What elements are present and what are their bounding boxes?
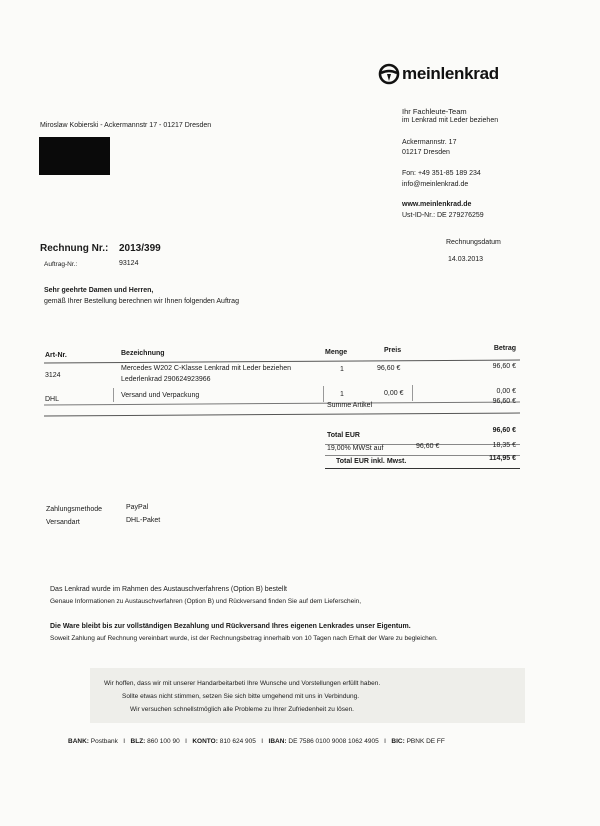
summe-value: 96,60 € bbox=[492, 398, 516, 405]
company-email: info@meinlenkrad.de bbox=[402, 181, 469, 188]
th-bezeichnung: Bezeichnung bbox=[121, 350, 165, 357]
row2-bottom-line bbox=[44, 402, 520, 406]
row1-menge: 1 bbox=[340, 366, 344, 373]
date-value: 14.03.2013 bbox=[448, 256, 484, 263]
row2-desc1: Versand und Verpackung bbox=[121, 392, 200, 399]
company-tagline1: Ihr Fachleute-Team bbox=[402, 107, 467, 116]
invoice-nr-value: 2013/399 bbox=[119, 243, 161, 254]
steering-wheel-icon bbox=[378, 63, 400, 85]
th-menge: Menge bbox=[325, 349, 348, 356]
bank-value: Postbank bbox=[90, 738, 118, 745]
bank-separator: I bbox=[123, 738, 126, 745]
row2-divider bbox=[412, 385, 413, 401]
mwst-base: 96,60 € bbox=[416, 443, 440, 450]
row2-divider bbox=[113, 388, 114, 402]
iban-label: IBAN: bbox=[268, 738, 287, 745]
closing-line2: Sollte etwas nicht stimmen, setzen Sie sich bitte umgehend mit uns in Verbindung. bbox=[122, 693, 360, 700]
row2-preis: 0,00 € bbox=[384, 390, 404, 397]
th-artnr: Art-Nr. bbox=[45, 352, 67, 359]
company-street: Ackermannstr. 17 bbox=[402, 139, 457, 146]
greeting: Sehr geehrte Damen und Herren, bbox=[44, 287, 154, 294]
shipping-label: Versandart bbox=[46, 519, 80, 526]
blz-label: BLZ: bbox=[130, 738, 146, 745]
row1-desc1: Mercedes W202 C-Klasse Lenkrad mit Leder beziehen bbox=[121, 365, 292, 372]
th-preis: Preis bbox=[384, 347, 402, 354]
gross-underline bbox=[325, 468, 520, 469]
date-label: Rechnungsdatum bbox=[446, 239, 501, 246]
gross-label: Total EUR inkl. Mwst. bbox=[336, 458, 407, 465]
note-austausch bbox=[50, 586, 287, 593]
row2-menge: 1 bbox=[340, 391, 344, 398]
row2-artnr: DHL bbox=[45, 396, 60, 403]
auftrag-label: Auftrag-Nr.: bbox=[44, 261, 78, 268]
table-header-line bbox=[44, 360, 520, 364]
row1-desc2: Lederlenkrad 290624923966 bbox=[121, 376, 211, 383]
mwst-value: 18,35 € bbox=[492, 442, 516, 449]
konto-value: 810 624 905 bbox=[219, 738, 256, 745]
closing-line1: Wir hoffen, dass wir mit unserer Handarbeitarbeti Ihre Wunsche und Vorstellungen erfüllt haben. bbox=[104, 680, 381, 687]
row1-preis: 96,60 € bbox=[377, 365, 401, 372]
bank-label: BANK: bbox=[68, 738, 89, 745]
company-phone: Fon: +49 351-85 189 234 bbox=[402, 170, 481, 177]
gross-value: 114,95 € bbox=[489, 455, 516, 462]
redacted-address bbox=[39, 137, 110, 175]
note-zahlung: Soweit Zahlung auf Rechnung vereinbart wurde, ist der Rechnungsbetrag innerhalb von 10 Tagen nach Erhalt der Ware zu begleichen. bbox=[50, 635, 438, 642]
summe-label: Summe Artikel bbox=[327, 402, 373, 409]
bic-label: BIC: bbox=[391, 738, 405, 745]
intro-text: gemäß Ihrer Bestellung berechnen wir Ihnen folgenden Auftrag bbox=[44, 298, 239, 305]
payment-method-label: Zahlungsmethode bbox=[46, 506, 103, 513]
konto-label: KONTO: bbox=[192, 738, 218, 745]
company-ustid: Ust-ID-Nr.: DE 279276259 bbox=[402, 212, 484, 219]
company-logo bbox=[378, 62, 499, 86]
row1-artnr: 3124 bbox=[45, 372, 61, 379]
bank-separator: I bbox=[261, 738, 264, 745]
bic-value: PBNK DE FF bbox=[406, 738, 445, 745]
mwst-label: 19,00% MWSt auf bbox=[327, 445, 384, 452]
summe-line bbox=[44, 413, 520, 417]
sender-line: Miroslaw Kobierski - Ackermannstr 17 - 01217 Dresden bbox=[40, 122, 212, 129]
row2-divider bbox=[323, 386, 324, 402]
invoice-nr-label: Rechnung Nr.: bbox=[40, 243, 109, 254]
auftrag-value: 93124 bbox=[119, 260, 139, 267]
company-web: www.meinlenkrad.de bbox=[402, 201, 472, 208]
company-city: 01217 Dresden bbox=[402, 149, 450, 156]
total-label: Total EUR bbox=[327, 432, 360, 439]
logo-brand: meinlenkrad bbox=[402, 64, 499, 83]
bank-details bbox=[68, 738, 445, 745]
blz-value: 860 100 90 bbox=[147, 738, 180, 745]
bank-separator: I bbox=[185, 738, 187, 745]
row1-betrag: 96,60 € bbox=[492, 363, 516, 370]
bank-separator: I bbox=[384, 738, 386, 745]
closing-line3: Wir versuchen schnellstmöglich alle Probleme zu Ihrer Zufriedenheit zu lösen. bbox=[130, 706, 354, 713]
shipping-value: DHL-Paket bbox=[126, 517, 161, 524]
note-info: Genaue Informationen zu Austauschverfahren (Option B) und Rückversand finden Sie auf dem Lieferschein, bbox=[50, 598, 362, 605]
th-betrag: Betrag bbox=[493, 345, 516, 352]
row2-betrag: 0,00 € bbox=[496, 388, 516, 395]
total-value: 96,60 € bbox=[492, 427, 516, 434]
iban-value: DE 7586 0100 9008 1062 4905 bbox=[288, 738, 379, 745]
note-eigentum: Die Ware bleibt bis zur vollständigen Bezahlung und Rückversand Ihres eigenen Lenkrades unser Eigentum. bbox=[50, 623, 411, 630]
company-tagline2: im Lenkrad mit Leder beziehen bbox=[402, 117, 499, 124]
note-austausch-text: Das Lenkrad wurde im Rahmen des Austauschverfahrens (Option B) bestellt bbox=[50, 586, 287, 593]
payment-method-value: PayPal bbox=[126, 504, 149, 511]
